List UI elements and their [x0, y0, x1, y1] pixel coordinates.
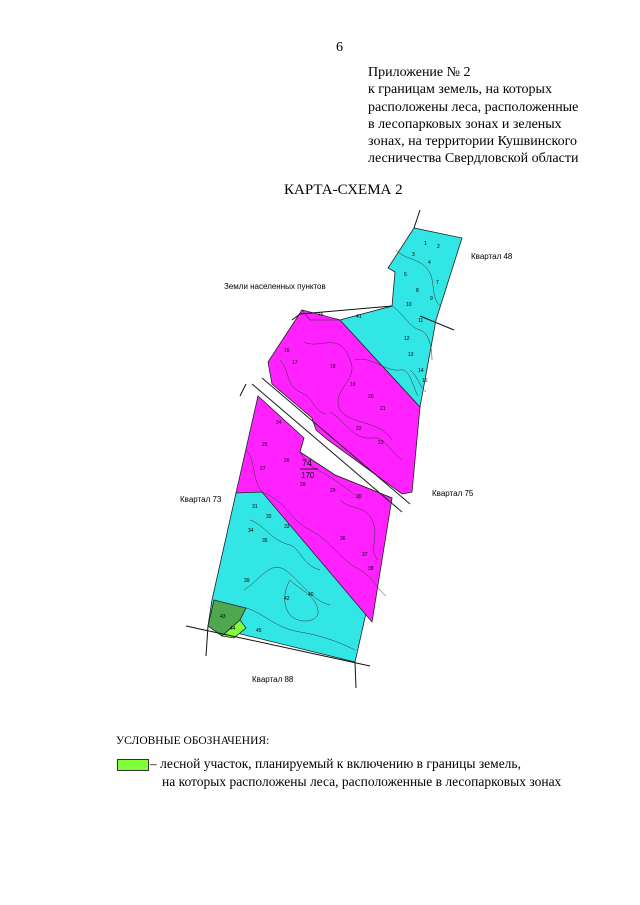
parcel-number: 32 — [266, 514, 272, 520]
parcel-number: 34 — [248, 528, 254, 534]
parcel-number: 20 — [368, 394, 374, 400]
parcel-number: 27 — [260, 466, 266, 472]
kvartal-88-label: Квартал 88 — [252, 675, 294, 684]
parcel-number: 38 — [368, 566, 374, 572]
parcel-number: 28 — [300, 482, 306, 488]
parcel-number: 13 — [408, 352, 414, 358]
parcel-number: 19 — [350, 382, 356, 388]
parcel-number: 43 — [220, 614, 226, 620]
parcel-number: 1 — [424, 241, 427, 247]
appendix-line: в лесопарковых зонах и зеленых — [368, 116, 562, 132]
kvartal-73-label: Квартал 73 — [180, 495, 222, 504]
legend-text-line2: на которых расположены леса, расположенные в лесопарковых зонах — [162, 774, 562, 789]
parcel-number: 3 — [412, 252, 415, 258]
parcel-number: 44 — [230, 626, 236, 632]
parcel-number: 30 — [356, 494, 362, 500]
kvartal-75-label: Квартал 75 — [432, 489, 474, 498]
parcel-number: 17 — [292, 360, 298, 366]
map-title: КАРТА-СХЕМА 2 — [284, 182, 403, 198]
page-number: 6 — [336, 40, 343, 55]
parcel-number: 8 — [416, 288, 419, 294]
legend-text-line1: – лесной участок, планируемый к включению в границы земель, — [150, 756, 521, 771]
appendix-line: Приложение № 2 — [368, 65, 471, 80]
legend-heading: УСЛОВНЫЕ ОБОЗНАЧЕНИЯ: — [116, 735, 270, 747]
parcel-number: 10 — [406, 302, 412, 308]
parcel-number: 16 — [284, 348, 290, 354]
parcel-number: 46 — [318, 312, 324, 318]
parcel-number: 14 — [418, 368, 424, 374]
appendix-line: к границам земель, на которых — [368, 82, 552, 98]
parcel-number: 23 — [378, 440, 384, 446]
parcel-number: 24 — [276, 420, 282, 426]
appendix-line: зонах, на территории Кушвинского — [368, 134, 577, 150]
parcel-number: 37 — [362, 552, 368, 558]
plot-area: 170 — [301, 471, 315, 480]
parcel-number: 33 — [284, 524, 290, 530]
appendix-line: лесничества Свердловской области — [368, 151, 579, 167]
parcel-number: 9 — [430, 296, 433, 302]
kvartal-48-label: Квартал 48 — [471, 252, 513, 261]
parcel-number: 36 — [340, 536, 346, 542]
parcel-number: 15 — [422, 378, 428, 384]
settlement-lands-label: Земли населенных пунктов — [224, 282, 326, 291]
parcel-number: 39 — [244, 578, 250, 584]
parcel-number: 29 — [330, 488, 336, 494]
parcel-number: 45 — [256, 628, 262, 634]
parcel-number: 11 — [418, 318, 424, 324]
parcel-number: 2 — [437, 244, 440, 250]
parcel-number: 42 — [284, 596, 290, 602]
legend-swatch-planned-plot — [117, 759, 149, 771]
parcel-number: 7 — [436, 280, 439, 286]
parcel-number: 5 — [404, 272, 407, 278]
parcel-number: 35 — [262, 538, 268, 544]
parcel-number: 4 — [428, 260, 431, 266]
parcel-number: 22 — [356, 426, 362, 432]
appendix-line: расположены леса, расположенные — [368, 99, 579, 115]
parcel-number: 40 — [308, 592, 314, 598]
parcel-number: 26 — [284, 458, 290, 464]
parcel-number: 12 — [404, 336, 410, 342]
plot-number: 74 — [302, 458, 313, 468]
parcel-number: 21 — [380, 406, 386, 412]
parcel-number: 31 — [252, 504, 258, 510]
parcel-number: 18 — [330, 364, 336, 370]
parcel-number: 25 — [262, 442, 268, 448]
parcel-number: 41 — [356, 314, 362, 320]
